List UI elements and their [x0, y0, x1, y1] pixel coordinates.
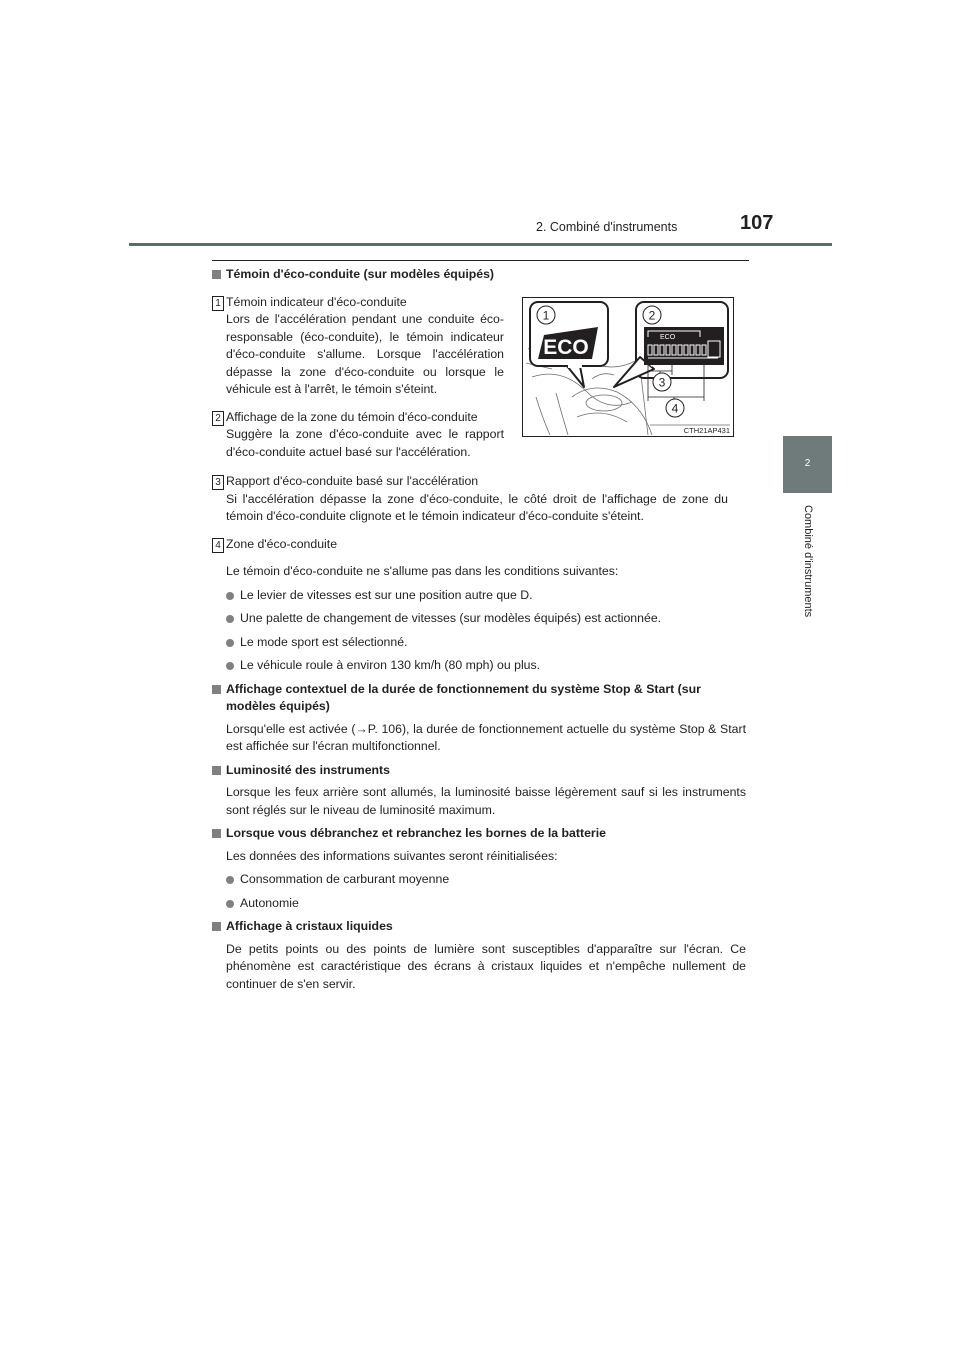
heading-brightness [212, 762, 748, 780]
list-item-text: Autonomie [240, 895, 299, 910]
heading-eco [212, 266, 748, 284]
list-item-text: Le mode sport est sélectionné. [240, 634, 408, 649]
header-rule [129, 243, 832, 246]
heading-lcd [212, 918, 748, 936]
square-bullet-icon [212, 829, 221, 838]
square-bullet-icon [212, 270, 221, 279]
callout-4: 4 [671, 401, 679, 416]
list-item [212, 610, 748, 628]
callout-1: 1 [542, 308, 550, 323]
callout-title: Zone d'éco-conduite [226, 536, 338, 551]
bullet-dot-icon [226, 592, 234, 600]
page-content [212, 266, 748, 993]
bullet-dot-icon [226, 639, 234, 647]
battery-text: Les données des informations suivantes seront réinitialisées: [226, 848, 558, 863]
callout-text: Suggère la zone d'éco-conduite avec le rapport d'éco-conduite actuel basé sur l'accélération. [226, 427, 504, 459]
callout-item-1 [212, 294, 504, 399]
callout-number: 2 [212, 411, 224, 426]
list-item-text: Une palette de changement de vitesses (sur modèles équipés) est actionnée. [240, 611, 662, 625]
callout-2: 2 [648, 308, 656, 323]
callout-item-3 [212, 473, 728, 526]
stopstart-text: Lorsqu'elle est activée (→P. 106), la durée de fonctionnement actuelle du système Stop & Start est affichée sur l'écran multifonctionnel. [226, 721, 746, 753]
list-item-text: Consommation de carburant moyenne [240, 872, 450, 886]
small-eco-label: ECO [660, 334, 676, 341]
heading-brightness-text: Luminosité des instruments [226, 762, 390, 777]
heading-lcd-text: Affichage à cristaux liquides [226, 919, 393, 933]
heading-stopstart-text: Affichage contextuel de la durée de fonctionnement du système Stop & Start (sur modèles équipés) [226, 681, 701, 713]
callout-number: 4 [212, 538, 224, 553]
callout-text: Si l'accélération dépasse la zone d'éco-conduite, le côté droit de l'affichage de zone du témoin d'éco-conduite clignote et le témoin indicateur d'éco-conduite s'éteint. [226, 491, 728, 523]
heading-battery-text: Lorsque vous débranchez et rebranchez les bornes de la batterie [226, 826, 606, 840]
callout-item-4 [212, 536, 748, 554]
square-bullet-icon [212, 922, 221, 931]
bullet-dot-icon [226, 900, 234, 908]
heading-battery [212, 825, 748, 843]
bullet-dot-icon [226, 662, 234, 670]
list-item [212, 634, 748, 652]
callout-title: Rapport d'éco-conduite basé sur l'accélération [226, 474, 479, 488]
callout-title: Affichage de la zone du témoin d'éco-conduite [226, 409, 478, 424]
figure-code: CTH21AP431 [683, 426, 730, 435]
heading-stopstart [212, 681, 748, 716]
list-item [212, 871, 748, 889]
brightness-text: Lorsque les feux arrière sont allumés, la luminosité baisse légèrement sauf si les instruments sont réglés sur le niveau de luminosité maximum. [226, 785, 746, 817]
callout-item-2 [212, 409, 504, 462]
bullet-dot-icon [226, 876, 234, 884]
list-item [212, 895, 748, 913]
square-bullet-icon [212, 685, 221, 694]
side-tab-number: 2 [804, 458, 811, 469]
callout-text: Lors de l'accélération pendant une conduite éco-responsable (éco-conduite), le témoin indicateur d'éco-conduite s'allume. Lorsque l'accélération dépasse la zone d'éco-conduite ou lorsque le véhicule est à l'arrêt, le témoin s'éteint. [226, 312, 504, 396]
eco-label: ECO [543, 336, 589, 359]
callout-number: 3 [212, 475, 224, 490]
callout-3: 3 [658, 375, 666, 390]
side-tab [783, 436, 832, 493]
section-divider [212, 260, 749, 261]
callout-number: 1 [212, 296, 224, 311]
list-item-text: Le véhicule roule à environ 130 km/h (80 mph) ou plus. [240, 658, 541, 672]
square-bullet-icon [212, 766, 221, 775]
conditions-intro: Le témoin d'éco-conduite ne s'allume pas dans les conditions suivantes: [226, 564, 619, 578]
lcd-text: De petits points ou des points de lumière sont susceptibles d'apparaître sur l'écran. Ce phénomène est caractéristique des écrans à cristaux liquides et n'empêche nullement de continuer de s'en servir. [226, 941, 746, 991]
eco-items-narrow [212, 294, 504, 462]
bullet-dot-icon [226, 615, 234, 623]
list-item-text: Le levier de vitesses est sur une position autre que D. [240, 587, 533, 602]
chapter-title: 2. Combiné d'instruments [536, 220, 678, 234]
list-item [212, 587, 748, 605]
side-tab-label-text: Combiné d'instruments [802, 505, 814, 618]
heading-eco-text: Témoin d'éco-conduite (sur modèles équipés) [226, 267, 495, 281]
page-number: 107 [740, 212, 774, 234]
list-item [212, 657, 748, 675]
callout-title: Témoin indicateur d'éco-conduite [226, 294, 407, 309]
